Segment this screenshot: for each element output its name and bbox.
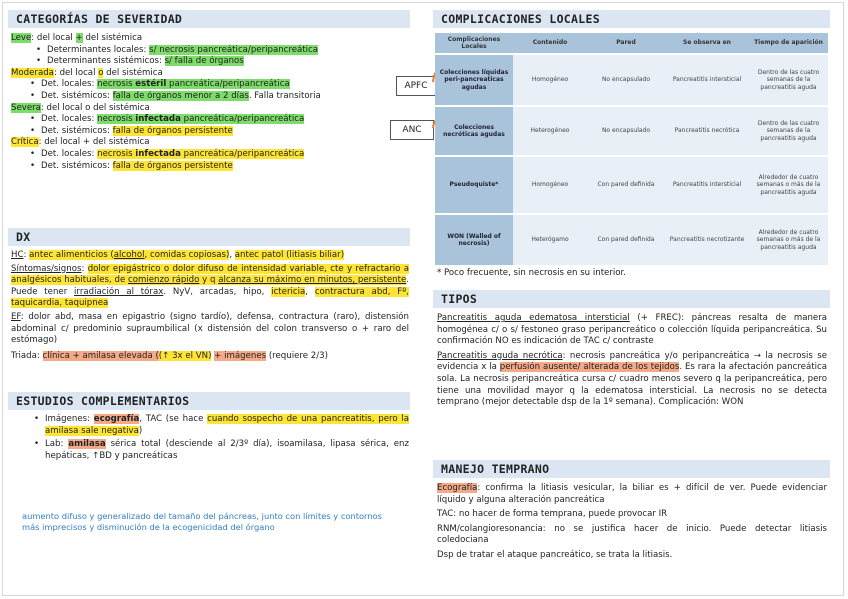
- severity-block: [11, 33, 411, 172]
- table-row: [435, 105, 828, 155]
- sev-necrosis: necrosis: [97, 114, 136, 125]
- tipo-necrotica-perfusion: perfusión ausente/ alterada de los tejidos: [499, 362, 680, 373]
- table-cell: Alrededor de cuatro semanas o más de la pancreatitis aguda: [749, 213, 828, 265]
- crit-sist-value: falla de órganos persistente: [112, 160, 233, 171]
- img-label: Imágenes:: [45, 414, 94, 424]
- lab-amilasa: amilasa: [68, 439, 106, 450]
- img-cuando: cuando sospecho de una pancreatitis, pero la amilasa sale negativa: [45, 414, 409, 436]
- moderada-text: : del local: [53, 67, 99, 78]
- tipo-edematosa-text: (+ FREC): páncreas resalta de manera homogénea c/ o s/ festoneo graso peripancreático o colección líquida peripancreática. Su confirmación NO es indicación de TAC c/ contraste: [437, 313, 827, 347]
- table-cell: No encapsulado: [587, 53, 665, 105]
- hc-colon: :: [23, 250, 30, 260]
- moderada-text2: del sistémica: [103, 67, 163, 78]
- sint-ictericia: ictericia: [271, 286, 306, 297]
- estudios-heading: ESTUDIOS COMPLEMENTARIOS: [8, 392, 410, 410]
- mod-sist-value: falla de órganos menor a 2 días: [112, 90, 249, 101]
- mod-pancreatica: pancreática/peripancreática: [166, 79, 290, 90]
- table-footnote: * Poco frecuente, sin necrosis en su interior.: [437, 268, 627, 278]
- table-cell: Dentro de las cuatro semanas de la pancreatitis aguda: [749, 53, 828, 105]
- sint-puede: . Puede tener: [11, 275, 409, 297]
- leve-local-label: Determinantes locales:: [47, 44, 150, 55]
- table-row: [435, 213, 828, 265]
- leve-text2: del sistémica: [82, 33, 143, 43]
- crit-sist-label: Det. sistémicos:: [41, 160, 113, 171]
- anc-label: ANC: [390, 120, 434, 140]
- table-row: [435, 53, 828, 105]
- leve-mark: +: [75, 33, 83, 43]
- tipo-edematosa-label: Pancreatitis aguda edematosa intersticial: [437, 313, 630, 323]
- tipos-block: [437, 313, 827, 409]
- severity-heading: CATEGORÍAS DE SEVERIDAD: [8, 10, 410, 28]
- triada-clinica: clínica + amilasa elevada (: [42, 350, 159, 361]
- hc-label: HC: [11, 250, 24, 260]
- table-cell: Con pared definida: [587, 155, 665, 213]
- table-cell: Homogéneo: [513, 53, 587, 105]
- hc-sep: ,: [229, 250, 235, 260]
- manejo-tac: TAC: no hacer de forma temprana, puede provocar IR: [437, 509, 668, 520]
- crit-local-label: Det. locales:: [41, 148, 98, 159]
- leve-sist-value: s/ falla de órganos: [164, 56, 244, 67]
- severa-label: Severa: [11, 102, 41, 113]
- leve-sist-label: Determinantes sistémicos:: [47, 56, 165, 67]
- hc-alcohol: alcohol: [113, 250, 145, 260]
- manejo-heading: MANEJO TEMPRANO: [433, 460, 830, 478]
- sev-local-label: Det. locales:: [41, 114, 98, 125]
- mod-esteril: estéril: [135, 79, 167, 90]
- table-cell: Alrededor de cuatro semanas o más de la pancreatitis aguda: [749, 155, 828, 213]
- moderada-mark: o: [98, 67, 104, 78]
- sint-label: Síntomas/signos: [11, 263, 82, 274]
- leve-text: : del local: [31, 33, 76, 43]
- col-header: Se observa en: [665, 33, 749, 53]
- sint-nyv: . NyV, arcadas, hipo,: [163, 286, 272, 297]
- tipo-necrotica-label: Pancreatitis aguda necrótica: [437, 350, 563, 361]
- table-cell: Pancreatitis intersticial: [665, 155, 749, 213]
- severa-text: : del local o del sistémica: [40, 102, 150, 113]
- manejo-rnm: RNM/colangioresonancia: no se justifica hacer de inicio. Puede detectar litiasis coledociana: [437, 523, 827, 546]
- manejo-eco-label: Ecografía: [437, 483, 478, 493]
- lab-text: sérica total (desciende al 2/3º día), isoamilasa, lipasa sérica, enz hepáticas, ↑BD y pancreáticas: [45, 439, 410, 461]
- col-header: Contenido: [513, 33, 587, 53]
- critica-label: Crítica: [11, 137, 39, 148]
- mod-transitoria: . Falla transitoria: [248, 90, 321, 101]
- sint-irradiacion: irradiación al tórax: [74, 286, 164, 297]
- crit-infectada: infectada: [135, 148, 181, 159]
- table-cell: Pancreatitis necrótica: [665, 105, 749, 155]
- table-cell: WON (Walled of necrosis): [435, 213, 513, 265]
- complicaciones-table: [435, 33, 828, 265]
- table-cell: Colecciones líquidas peri-pancreaticas agudas: [435, 53, 513, 105]
- table-cell: Dentro de las cuatro semanas de la pancreatitis aguda: [749, 105, 828, 155]
- tipo-necrotica-text1: : necrosis pancreática y/o peripancreática → la necrosis se evidencia x la: [437, 350, 827, 373]
- col-header: Pared: [587, 33, 665, 53]
- col-header: Tiempo de aparición: [749, 33, 828, 53]
- triada-label: Triada:: [11, 350, 43, 361]
- manejo-eco-text: : confirma la litiasis vesicular, la biliar es + difícil de ver. Puede evidenciar líquido y alguna alteración pancreática: [437, 483, 827, 505]
- manejo-block: [437, 483, 827, 562]
- table-header-row: [435, 33, 828, 53]
- table-cell: Heterógamo: [513, 213, 587, 265]
- ef-label: EF: [11, 311, 21, 322]
- tipo-necrotica-text2: . Es rara la afectación pancreática sola. La necrosis peripancreática cursa c/ cuadro menos severo q la peripancreática, pero tiene una movilidad mayor q la edematosa intersticial. La necrosis no se detecta temprano (mejor detectable dsp de la 1º semana). Complicación: WON: [437, 362, 827, 408]
- mod-necrosis: necrosis: [97, 79, 136, 90]
- leve-local-value: s/ necrosis pancreática/peripancreática: [149, 44, 319, 55]
- ef-text: : dolor abd, masa en epigastrio (signo tardío), defensa, contractura (raro), distensión abdominal c/ predominio supraumbilical (x distensión del colon transverso o + raro del estómago): [11, 311, 409, 346]
- lab-label: Lab:: [45, 439, 69, 450]
- critica-text: : del local + del sistémica: [38, 137, 150, 148]
- hc-comidas: , comidas copiosas): [144, 250, 230, 260]
- table-cell: Heterogéneo: [513, 105, 587, 155]
- sint-yq: y q: [199, 275, 219, 286]
- img-ecografia: ecografía: [93, 414, 140, 424]
- crit-pancreatica: pancreática/peripancreática: [180, 148, 305, 159]
- table-cell: Pancreatitis intersticial: [665, 53, 749, 105]
- dx-block: [11, 250, 409, 362]
- crit-necrosis: necrosis: [97, 148, 136, 159]
- eco-note: aumento difuso y generalizado del tamaño del páncreas, junto con límites y contornos más imprecisos y disminución de la ecogenicidad del órgano: [22, 511, 382, 532]
- table-row: [435, 155, 828, 213]
- sint-colon: :: [81, 263, 88, 274]
- table-cell: No encapsulado: [587, 105, 665, 155]
- sev-sist-label: Det. sistémicos:: [41, 125, 113, 136]
- sint-maximo: alcanza su máximo en minutos, persistente: [218, 275, 407, 286]
- mod-sist-label: Det. sistémicos:: [41, 90, 113, 101]
- table-cell: Pseudoquiste*: [435, 155, 513, 213]
- triada-requiere: (requiere 2/3): [266, 350, 328, 361]
- table-cell: Pancreatitis necrotizante: [665, 213, 749, 265]
- hc-antec-ali: antec alimenticios (: [29, 250, 114, 260]
- mod-local-label: Det. locales:: [41, 79, 98, 90]
- dx-heading: DX: [8, 228, 410, 246]
- sint-dolor: dolor epigástrico o dolor difuso de intensidad variable, cte y refractario a analgésicos habituales, de: [11, 263, 409, 286]
- img-tac: , TAC (se hace: [139, 414, 208, 424]
- estudios-block: [11, 414, 409, 462]
- manejo-dsp: Dsp de tratar el ataque pancreático, se trata la litiasis.: [437, 549, 673, 560]
- table-cell: Colecciones necróticas agudas: [435, 105, 513, 155]
- moderada-label: Moderada: [11, 67, 54, 78]
- table-cell: Con pared definida: [587, 213, 665, 265]
- sev-sist-value: falla de órganos persistente: [112, 125, 233, 136]
- img-end: ): [138, 425, 143, 436]
- tipos-heading: TIPOS: [433, 290, 830, 308]
- hc-antec-patol: antec patol (litiasis biliar): [234, 250, 345, 260]
- sint-comienzo: comienzo rápido: [128, 275, 200, 286]
- sint-contractura: contractura abd, Fº, taquicardia, taquipnea: [11, 286, 409, 309]
- leve-label: Leve: [11, 33, 32, 43]
- sint-sep: ,: [305, 286, 315, 297]
- table-cell: Homogéneo: [513, 155, 587, 213]
- apfc-label: APFC: [396, 76, 436, 96]
- sev-pancreatica: pancreática/peripancreática: [180, 114, 305, 125]
- sev-infectada: infectada: [135, 114, 181, 125]
- triada-vn: (↑ 3x el VN): [158, 350, 212, 361]
- triada-imagenes: + imágenes: [214, 350, 267, 361]
- col-header: Complicaciones Locales: [435, 33, 513, 53]
- complicaciones-heading: COMPLICACIONES LOCALES: [433, 10, 830, 28]
